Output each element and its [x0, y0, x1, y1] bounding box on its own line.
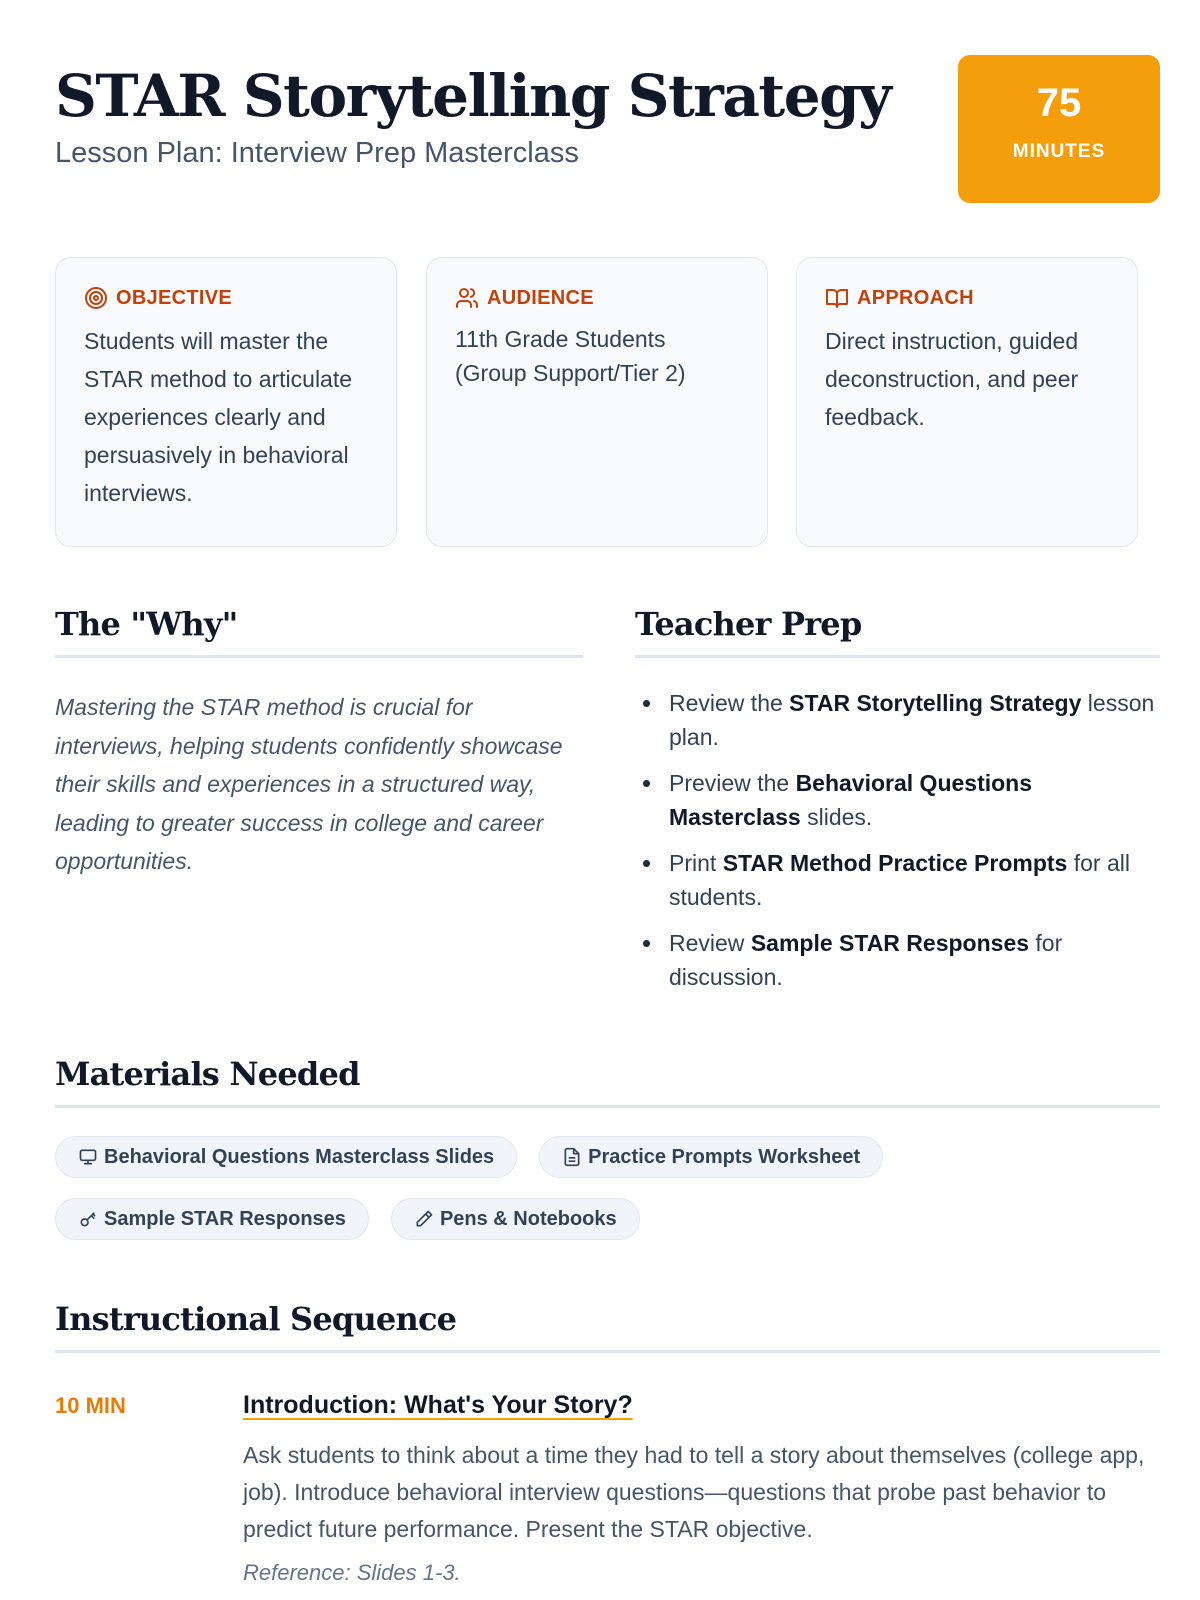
- list-item-text: lesson plan.: [669, 690, 1155, 750]
- teacher-prep-list: [635, 686, 1160, 994]
- materials-list: [55, 1136, 1160, 1260]
- approach-card: [796, 257, 1138, 547]
- list-item-text: slides.: [800, 804, 873, 830]
- approach-header: [825, 284, 1109, 312]
- audience-label: AUDIENCE: [487, 286, 594, 309]
- why-title: The "Why": [55, 605, 583, 658]
- list-item-text: Preview the: [669, 770, 796, 796]
- material-label: Sample STAR Responses: [104, 1207, 346, 1230]
- list-item-bold: STAR Storytelling Strategy: [789, 690, 1082, 716]
- step-reference: Reference: Slides 1-3.: [243, 1560, 461, 1585]
- objective-text: Students will master the STAR method to articulate experiences clearly and persuasively in behavioral interviews.: [84, 328, 353, 506]
- material-chip-slides: [55, 1136, 517, 1178]
- objective-card: [55, 257, 397, 547]
- target-icon: [84, 286, 108, 310]
- duration-value: 75: [1036, 81, 1082, 125]
- list-item: [635, 926, 1160, 994]
- book-open-icon: [825, 286, 849, 310]
- material-chip-responses: [55, 1198, 369, 1240]
- material-chip-pens: [391, 1198, 640, 1240]
- teacher-prep-section: [635, 605, 1160, 1006]
- list-item-text: Review: [669, 930, 751, 956]
- step-time: 10 MIN: [55, 1393, 126, 1418]
- step-title: Introduction: What's Your Story?: [243, 1391, 633, 1419]
- step-description: Ask students to think about a time they had to tell a story about themselves (college app, job). Introduce behavioral interview questions—questions that probe past behavior to predict future performance. Present the STAR objective.: [243, 1442, 1145, 1542]
- approach-label: APPROACH: [857, 286, 974, 309]
- list-item: [635, 846, 1160, 914]
- sequence-title: Instructional Sequence: [55, 1300, 1160, 1353]
- step-content: [243, 1385, 1160, 1590]
- audience-card: [426, 257, 768, 547]
- sequence-step: [55, 1385, 1160, 1590]
- why-section: [55, 605, 583, 881]
- why-text: Mastering the STAR method is crucial for interviews, helping students confidently showcase their skills and experiences in a structured way, leading to greater success in college and career opportunities.: [55, 694, 563, 874]
- materials-title: Materials Needed: [55, 1055, 1160, 1108]
- monitor-icon: [78, 1147, 98, 1167]
- page-title: STAR Storytelling Strategy: [55, 62, 891, 130]
- list-item-text: Print: [669, 850, 723, 876]
- list-item: [635, 686, 1160, 754]
- overview-cards: [55, 257, 1160, 547]
- material-label: Practice Prompts Worksheet: [588, 1145, 861, 1168]
- users-icon: [455, 286, 479, 310]
- approach-text: Direct instruction, guided deconstruction, and peer feedback.: [825, 328, 1079, 430]
- material-label: Pens & Notebooks: [439, 1207, 617, 1230]
- duration-badge: [958, 55, 1160, 203]
- material-chip-worksheet: [539, 1136, 883, 1178]
- list-item-bold: STAR Method Practice Prompts: [722, 850, 1068, 876]
- pencil-icon: [414, 1209, 434, 1229]
- materials-section: [55, 1055, 1160, 1260]
- material-label: Behavioral Questions Masterclass Slides: [104, 1145, 495, 1168]
- page-subtitle: Lesson Plan: Interview Prep Masterclass: [55, 137, 579, 169]
- audience-header: [455, 284, 739, 312]
- objective-header: [84, 284, 368, 312]
- duration-unit: MINUTES: [1012, 141, 1106, 162]
- list-item-text: for all students.: [669, 850, 1130, 910]
- header: [55, 55, 1160, 205]
- list-item: [635, 766, 1160, 834]
- lesson-plan-page: [55, 55, 1160, 1585]
- objective-label: OBJECTIVE: [116, 286, 233, 309]
- teacher-prep-title: Teacher Prep: [635, 605, 1160, 658]
- audience-text: 11th Grade Students (Group Support/Tier 2): [455, 326, 686, 386]
- list-item-text: Review the: [669, 690, 790, 716]
- list-item-bold: Sample STAR Responses: [750, 930, 1030, 956]
- document-icon: [562, 1147, 582, 1167]
- list-item-text: for discussion.: [669, 930, 1063, 990]
- key-icon: [78, 1209, 98, 1229]
- list-item-bold: Behavioral Questions Masterclass: [669, 770, 1033, 830]
- instructional-sequence-section: [55, 1300, 1160, 1590]
